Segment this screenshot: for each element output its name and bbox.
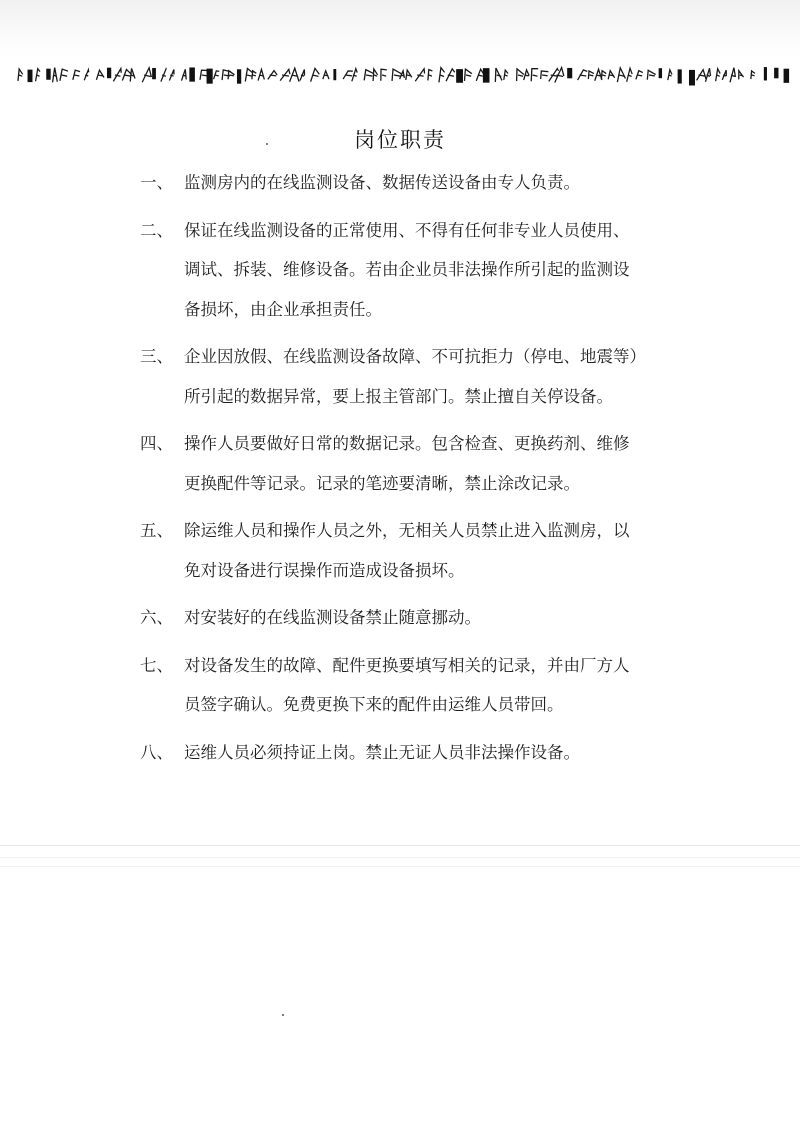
scan-speck [266, 143, 268, 145]
item-number: 六、 [140, 608, 173, 627]
item-text-line: 员签字确认。免费更换下来的配件由运维人员带回。 [184, 695, 564, 714]
item-text-line: 企业因放假、在线监测设备故障、不可抗拒力（停电、地震等） [184, 347, 646, 366]
item-text-line: 对设备发生的故障、配件更换要填写相关的记录，并由厂方人 [184, 655, 630, 675]
scan-band-line [0, 845, 800, 846]
item-number: 二、 [140, 220, 173, 240]
item-text-line: 更换配件等记录。记录的笔迹要清晰，禁止涂改记录。 [184, 473, 580, 493]
page-title: 岗位职责 [354, 128, 446, 152]
list-item [0, 347, 800, 426]
item-text-line: 保证在线监测设备的正常使用、不得有任何非专业人员使用、 [184, 220, 630, 240]
item-text-line: 备损坏，由企业承担责任。 [184, 299, 382, 319]
scan-header-shading [0, 0, 800, 58]
scan-noise-glyphs [0, 64, 800, 86]
item-text-line: 除运维人员和操作人员之外，无相关人员禁止进入监测房，以 [184, 521, 630, 540]
scan-speck [282, 1014, 284, 1016]
item-text-line: 调试、拆装、维修设备。若由企业员非法操作所引起的监测设 [184, 260, 630, 279]
item-number: 一、 [140, 173, 173, 192]
item-number: 三、 [140, 347, 173, 366]
item-text-line: 所引起的数据异常，要上报主管部门。禁止擅自关停设备。 [184, 386, 613, 406]
item-text-line: 免对设备进行误操作而造成设备损坏。 [184, 560, 465, 580]
item-text-line: 运维人员必须持证上岗。禁止无证人员非法操作设备。 [184, 742, 580, 762]
scan-noise-strip [0, 64, 800, 86]
list-item [0, 173, 800, 213]
item-text-line: 监测房内的在线监测设备、数据传送设备由专人负责。 [184, 173, 580, 192]
list-item [0, 743, 800, 783]
item-text-line: 对安装好的在线监测设备禁止随意挪动。 [184, 608, 481, 627]
list-item [0, 221, 800, 340]
list-item [0, 656, 800, 735]
list-item [0, 521, 800, 600]
item-text-line: 操作人员要做好日常的数据记录。包含检查、更换药剂、维修 [184, 434, 630, 453]
scan-band-line [0, 857, 800, 858]
item-number: 七、 [140, 655, 173, 675]
item-number: 四、 [140, 434, 173, 453]
item-number: 八、 [140, 742, 173, 762]
scan-band-line [0, 866, 800, 867]
list-item [0, 434, 800, 513]
item-number: 五、 [140, 521, 173, 540]
list-item [0, 608, 800, 648]
